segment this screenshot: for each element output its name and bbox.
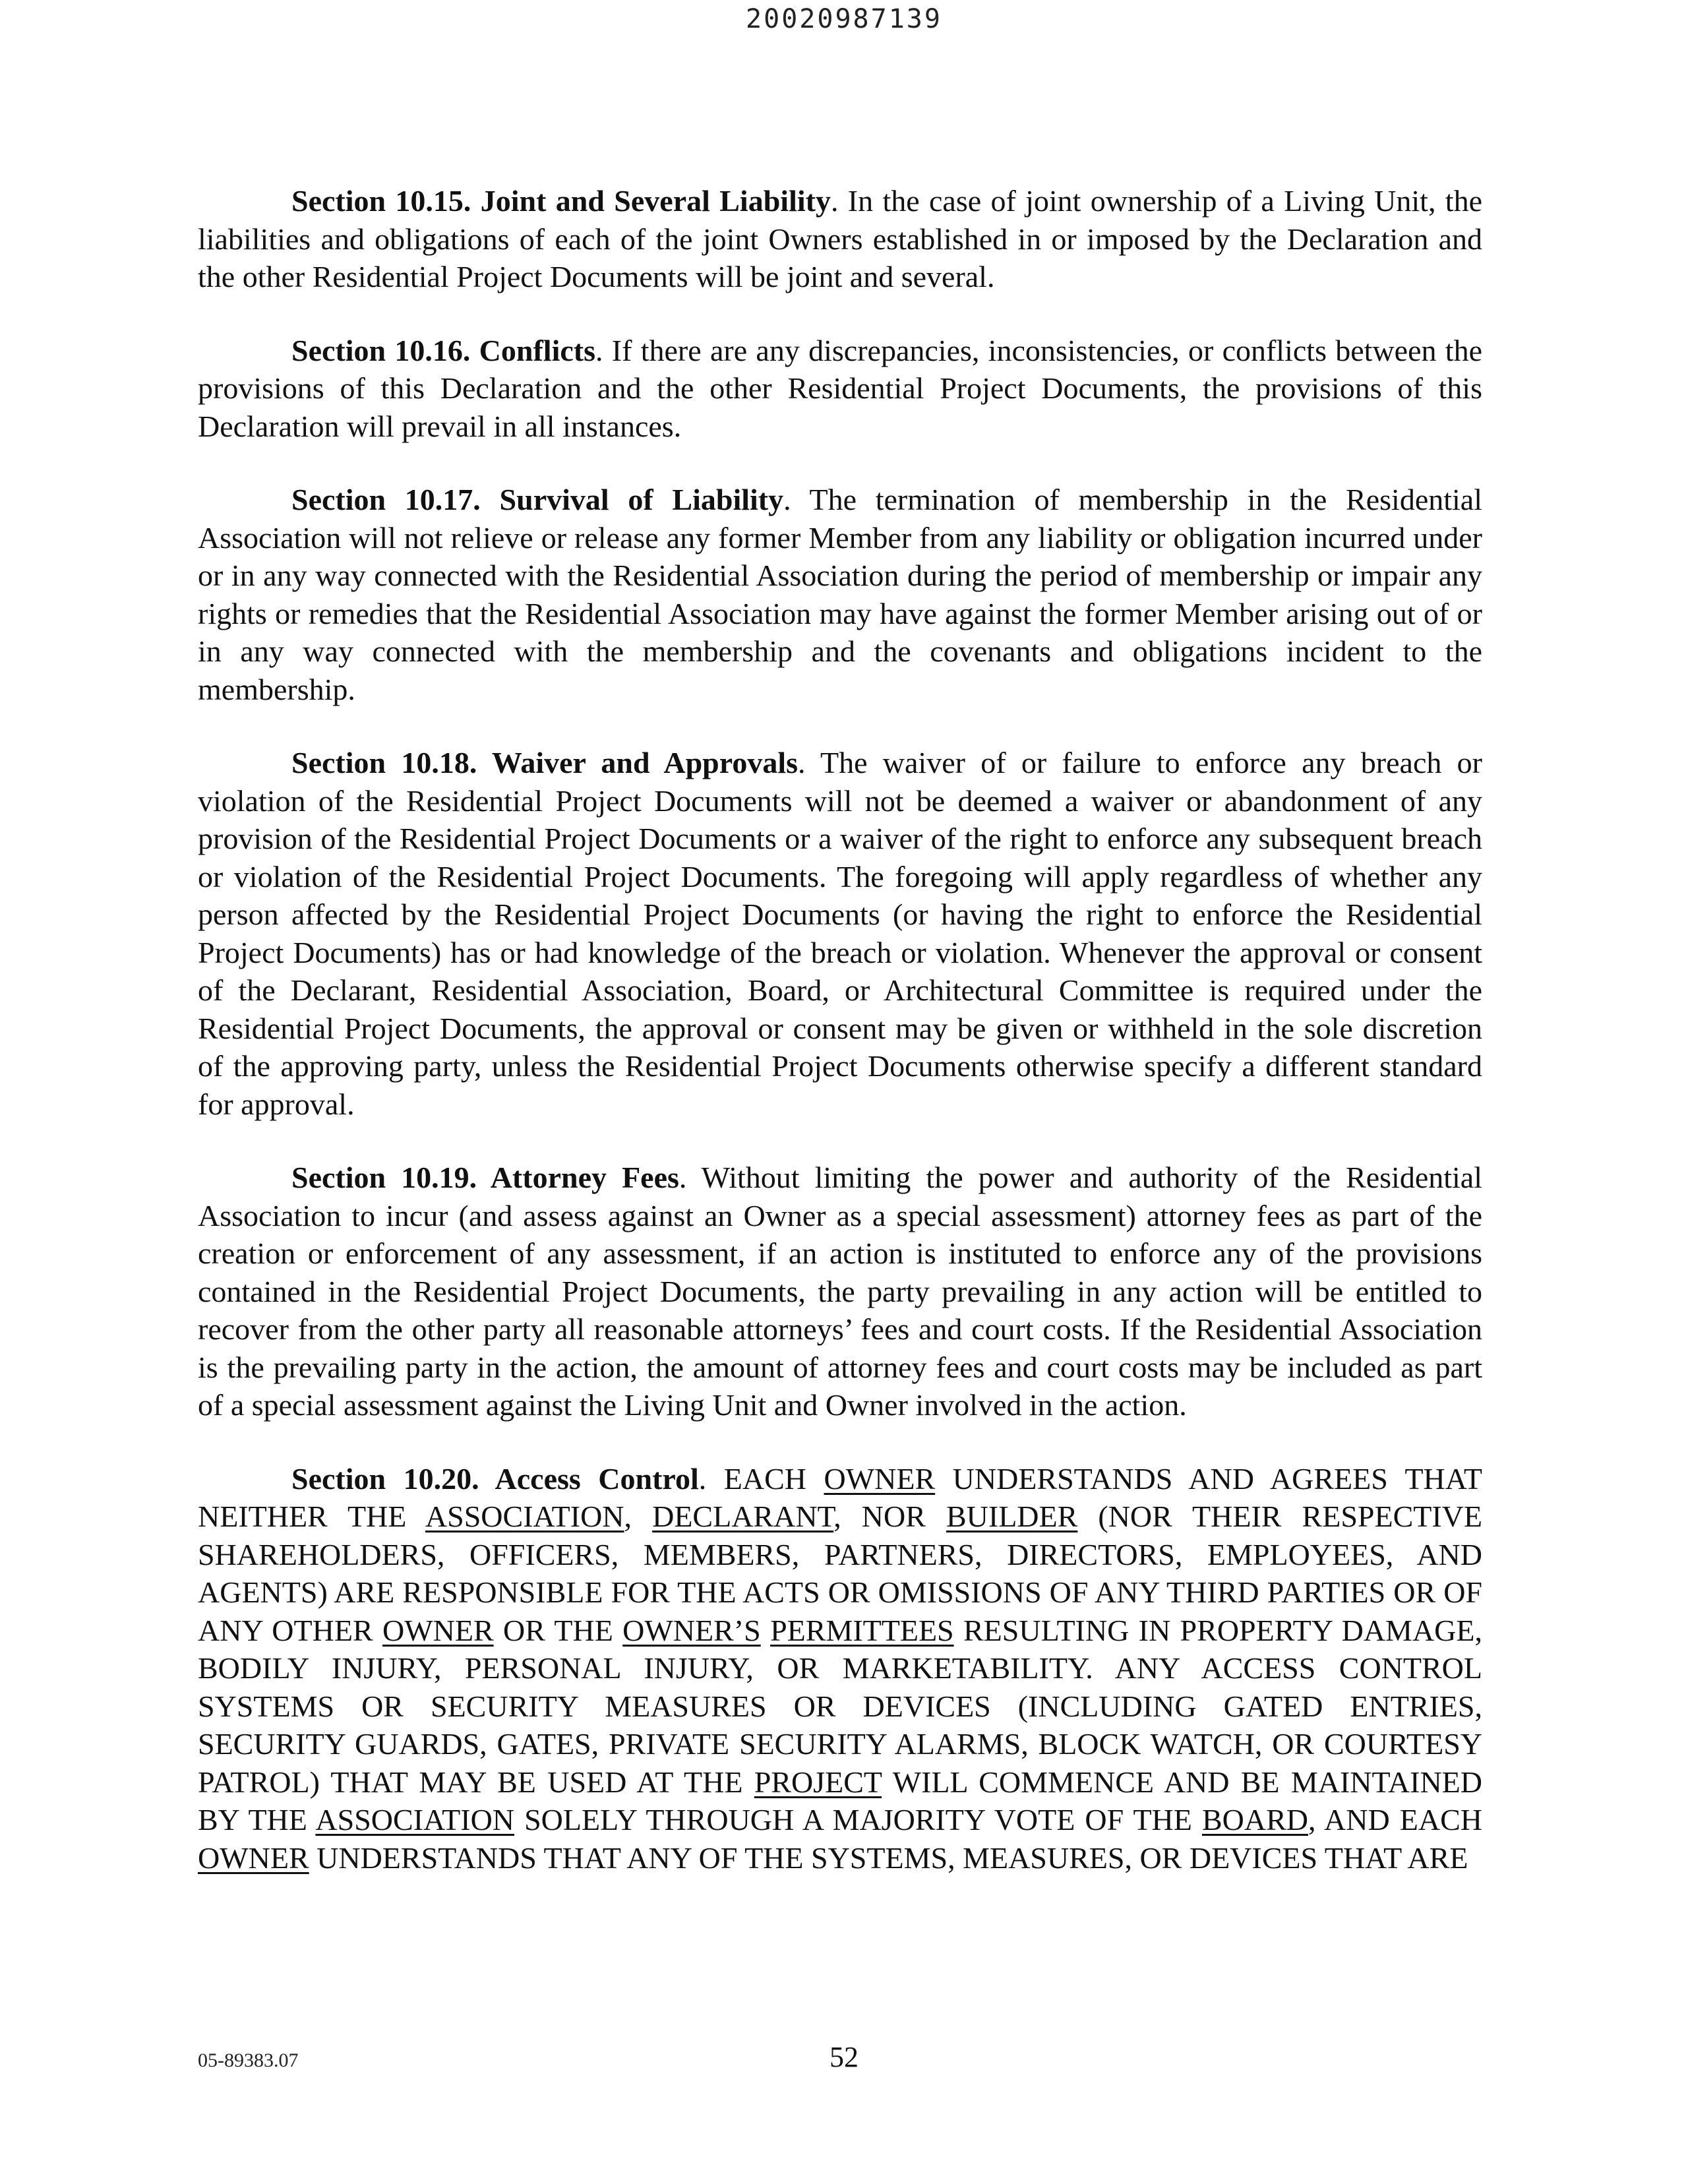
document-body <box>198 182 1482 1877</box>
section-text: UNDERSTANDS AND AGREES THAT NEITHER THE <box>198 1461 1482 1533</box>
section-text: , <box>624 1500 653 1533</box>
section-heading: Section 10.17. Survival of Liability <box>291 483 784 516</box>
document-number: 20020987139 <box>746 4 942 34</box>
footer-document-id: 05-89383.07 <box>198 2049 299 2071</box>
section-10-19 <box>198 1159 1482 1424</box>
section-10-18 <box>198 744 1482 1123</box>
defined-term: DECLARANT <box>652 1500 834 1533</box>
section-text <box>761 1614 770 1647</box>
section-text: . In the case of joint ownership of a Living Unit, the liabilities and obligations of each of the joint Owners established in or imposed by the Declaration and the other Residential Project Documents will be joint and several. <box>198 184 1482 293</box>
section-10-16 <box>198 332 1482 446</box>
section-heading: Section 10.18. Waiver and Approvals <box>291 746 798 779</box>
defined-term: OWNER <box>824 1461 936 1496</box>
defined-term: OWNER <box>198 1840 309 1875</box>
section-text: . The waiver of or failure to enforce any breach or violation of the Residential Project Documents will not be deemed a waiver or abandonment of any provision of the Residential Project Documents or a waiver of the right to enforce any subsequent breach or violation of the Residential Project Documents. The foregoing will apply regardless of whether any person affected by the Residential Project Documents (or having the right to enforce the Residential Project Documents) has or had knowledge of the breach or violation. Whenever the approval or consent of the Declarant, Residential Association, Board, or Architectural Committee is required under the Residential Project Documents, the approval or consent may be given or withheld in the sole discretion of the approving party, unless the Residential Project Documents otherwise specify a different standard for approval. <box>198 746 1482 1121</box>
defined-term: PROJECT <box>754 1765 882 1799</box>
section-heading: Section 10.15. Joint and Several Liability <box>291 184 831 218</box>
section-text: , NOR <box>833 1500 946 1533</box>
section-text: SOLELY THROUGH A MAJORITY VOTE OF THE <box>514 1803 1202 1836</box>
section-text: RESULTING IN PROPERTY DAMAGE, BODILY INJURY, PERSONAL INJURY, OR MARKETABILITY. ANY ACCESS CONTROL SYSTEMS OR SECURITY MEASURES OR DEVICES (INCLUDING GATED ENTRIES, SECURITY GUARDS, GATES, PRIVATE SECURITY ALARMS, BLOCK WATCH, OR COURTESY PATROL) THAT MAY BE USED AT THE <box>198 1613 1482 1799</box>
section-10-15 <box>198 182 1482 296</box>
section-text: . Without limiting the power and authority of the Residential Association to incur (and assess against an Owner as a special assessment) attorney fees as part of the creation or enforcement of any assessment, if an action is instituted to enforce any of the provisions contained in the Residential Project Documents, the party prevailing in any action will be entitled to recover from the other party all reasonable attorneys’ fees and court costs. If the Residential Association is the prevailing party in the action, the amount of attorney fees and court costs may be included as part of a special assessment against the Living Unit and Owner involved in the action. <box>198 1161 1482 1422</box>
page-number: 52 <box>829 2041 859 2073</box>
section-text: , AND EACH <box>1308 1803 1482 1836</box>
section-text: . If there are any discrepancies, inconsistencies, or conflicts between the provisions of this Declaration and the other Residential Project Documents, the provisions of this Declaration will prevail in all instances. <box>198 333 1483 443</box>
section-heading: Section 10.19. Attorney Fees <box>291 1161 679 1194</box>
section-text: . The termination of membership in the Residential Association will not relieve or release any former Member from any liability or obligation incurred under or in any way connected with the Residential Association during the period of membership or impair any rights or remedies that the Residential Association may have against the former Member arising out of or in any way connected with the membership and the covenants and obligations incident to the membership. <box>198 483 1483 706</box>
defined-term: BUILDER <box>946 1500 1078 1533</box>
defined-term: ASSOCIATION <box>425 1500 624 1533</box>
section-text: OR THE <box>493 1613 623 1647</box>
section-text: WILL COMMENCE AND BE MAINTAINED BY THE <box>198 1765 1482 1836</box>
section-text: (NOR THEIR RESPECTIVE SHAREHOLDERS, OFFICERS, MEMBERS, PARTNERS, DIRECTORS, EMPLOYEES, AND AGENTS) ARE RESPONSIBLE FOR THE ACTS OR OMISSIONS OF ANY THIRD PARTIES OR OF ANY OTHER <box>198 1500 1482 1647</box>
section-text: . EACH <box>698 1461 824 1496</box>
defined-term: PERMITTEES <box>770 1613 954 1647</box>
section-text: UNDERSTANDS THAT ANY OF THE SYSTEMS, MEASURES, OR DEVICES THAT ARE <box>309 1840 1468 1875</box>
section-10-17 <box>198 481 1482 708</box>
defined-term: OWNER <box>382 1613 494 1647</box>
section-heading: Section 10.20. Access Control <box>291 1461 699 1496</box>
section-heading: Section 10.16. Conflicts <box>291 333 596 367</box>
defined-term: BOARD <box>1201 1803 1308 1836</box>
section-10-20 <box>198 1460 1482 1877</box>
defined-term: OWNER’S <box>622 1613 761 1647</box>
defined-term: ASSOCIATION <box>315 1803 515 1836</box>
